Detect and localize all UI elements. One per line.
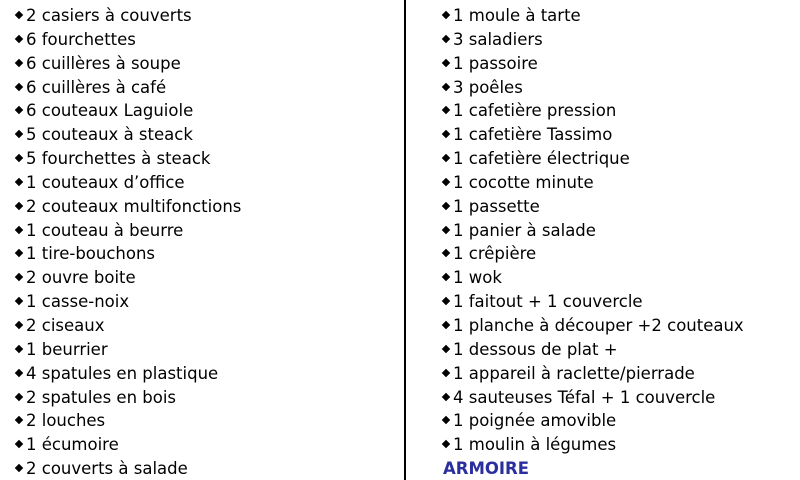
list-item-text: 1 passette xyxy=(453,196,540,216)
list-item-text: 1 couteau à beurre xyxy=(26,220,184,240)
list-item xyxy=(443,242,793,266)
diamond-bullet-icon xyxy=(15,368,23,376)
list-item-text: 2 couverts à salade xyxy=(26,459,188,479)
list-item xyxy=(443,171,793,195)
list-item xyxy=(16,123,396,147)
list-item xyxy=(16,99,396,123)
diamond-bullet-icon xyxy=(442,106,450,114)
list-item xyxy=(16,386,396,410)
list-item xyxy=(443,290,793,314)
list-item xyxy=(443,433,793,457)
list-item-text: 1 casse-noix xyxy=(26,292,130,312)
diamond-bullet-icon xyxy=(442,440,450,448)
list-item xyxy=(443,219,793,243)
list-item-text: 6 cuillères à soupe xyxy=(26,53,181,73)
diamond-bullet-icon xyxy=(442,154,450,162)
list-item-text: 1 poignée amovible xyxy=(453,411,617,431)
list-item-text: 1 moulin à légumes xyxy=(453,435,617,455)
diamond-bullet-icon xyxy=(442,273,450,281)
right-item-list xyxy=(443,4,793,480)
list-item-text: 6 fourchettes xyxy=(26,29,136,49)
diamond-bullet-icon xyxy=(15,58,23,66)
diamond-bullet-icon xyxy=(15,35,23,43)
diamond-bullet-icon xyxy=(15,154,23,162)
list-item xyxy=(16,171,396,195)
list-item-text: 1 crêpière xyxy=(453,244,537,264)
list-item-text: 6 cuillères à café xyxy=(26,77,167,97)
list-item-text: 1 dessous de plat + xyxy=(453,339,618,359)
list-item xyxy=(16,314,396,338)
diamond-bullet-icon xyxy=(442,368,450,376)
list-item-text: 1 couteaux d’office xyxy=(26,172,185,192)
list-item xyxy=(443,28,793,52)
list-item-text: 3 saladiers xyxy=(453,29,543,49)
list-item xyxy=(16,195,396,219)
list-item-text: 1 cafetière Tassimo xyxy=(453,125,613,145)
list-item xyxy=(443,362,793,386)
diamond-bullet-icon xyxy=(15,273,23,281)
list-item-text: 1 cafetière électrique xyxy=(453,149,630,169)
list-item xyxy=(443,99,793,123)
diamond-bullet-icon xyxy=(15,225,23,233)
list-item-text: 2 ouvre boite xyxy=(26,268,136,288)
list-item-text: 2 casiers à couverts xyxy=(26,6,192,25)
diamond-bullet-icon xyxy=(442,11,450,19)
diamond-bullet-icon xyxy=(15,321,23,329)
diamond-bullet-icon xyxy=(442,345,450,353)
list-item-text: 1 cocotte minute xyxy=(453,172,594,192)
list-item xyxy=(16,52,396,76)
list-item-text: 1 cafetière pression xyxy=(453,101,617,121)
diamond-bullet-icon xyxy=(442,297,450,305)
diamond-bullet-icon xyxy=(442,321,450,329)
diamond-bullet-icon xyxy=(442,82,450,90)
list-item xyxy=(16,409,396,433)
diamond-bullet-icon xyxy=(442,249,450,257)
diamond-bullet-icon xyxy=(442,225,450,233)
list-item-text: 1 moule à tarte xyxy=(453,6,581,25)
diamond-bullet-icon xyxy=(442,178,450,186)
diamond-bullet-icon xyxy=(442,130,450,138)
list-item-text: 4 spatules en plastique xyxy=(26,363,219,383)
diamond-bullet-icon xyxy=(15,297,23,305)
list-item xyxy=(16,266,396,290)
list-item xyxy=(443,386,793,410)
list-item xyxy=(443,314,793,338)
list-item xyxy=(443,409,793,433)
list-item-text: 6 couteaux Laguiole xyxy=(26,101,194,121)
list-item xyxy=(16,147,396,171)
list-item-text: 1 planche à découper +2 couteaux xyxy=(453,315,744,335)
list-item-text: 3 poêles xyxy=(453,77,523,97)
diamond-bullet-icon xyxy=(15,440,23,448)
diamond-bullet-icon xyxy=(442,58,450,66)
section-heading-armoire: ARMOIRE xyxy=(443,459,530,479)
list-item xyxy=(16,362,396,386)
list-item-text: 1 faitout + 1 couvercle xyxy=(453,292,643,312)
diamond-bullet-icon xyxy=(15,106,23,114)
diamond-bullet-icon xyxy=(442,416,450,424)
list-item xyxy=(16,338,396,362)
diamond-bullet-icon xyxy=(442,202,450,210)
list-item xyxy=(443,52,793,76)
list-item xyxy=(443,195,793,219)
list-item-text: 2 couteaux multifonctions xyxy=(26,196,242,216)
list-item xyxy=(443,147,793,171)
diamond-bullet-icon xyxy=(15,130,23,138)
list-item-text: 2 louches xyxy=(26,411,106,431)
diamond-bullet-icon xyxy=(15,464,23,472)
list-item-text: 2 ciseaux xyxy=(26,315,105,335)
list-item xyxy=(16,242,396,266)
list-item xyxy=(16,76,396,100)
list-item-text: 2 spatules en bois xyxy=(26,387,177,407)
list-item-text: 1 panier à salade xyxy=(453,220,596,240)
column-divider xyxy=(404,0,406,480)
diamond-bullet-icon xyxy=(15,249,23,257)
diamond-bullet-icon xyxy=(15,202,23,210)
list-item-text: 5 fourchettes à steack xyxy=(26,149,211,169)
diamond-bullet-icon xyxy=(442,35,450,43)
list-item-text: 1 appareil à raclette/pierrade xyxy=(453,363,695,383)
list-item xyxy=(443,338,793,362)
list-item-text: 4 sauteuses Téfal + 1 couvercle xyxy=(453,387,716,407)
list-item-text: 1 beurrier xyxy=(26,339,108,359)
diamond-bullet-icon xyxy=(15,392,23,400)
list-item xyxy=(16,219,396,243)
list-item xyxy=(443,4,793,28)
diamond-bullet-icon xyxy=(15,82,23,90)
diamond-bullet-icon xyxy=(15,11,23,19)
list-item xyxy=(16,433,396,457)
list-item xyxy=(443,266,793,290)
diamond-bullet-icon xyxy=(15,345,23,353)
list-item-text: 1 wok xyxy=(453,268,502,288)
diamond-bullet-icon xyxy=(15,178,23,186)
list-item xyxy=(16,290,396,314)
list-item xyxy=(443,123,793,147)
list-item xyxy=(16,457,396,480)
list-item xyxy=(443,76,793,100)
diamond-bullet-icon xyxy=(442,392,450,400)
diamond-bullet-icon xyxy=(15,416,23,424)
list-item xyxy=(16,4,396,28)
list-item-text: 1 passoire xyxy=(453,53,538,73)
left-item-list xyxy=(16,4,396,480)
list-item-text: 1 tire-bouchons xyxy=(26,244,156,264)
list-item-text: 1 écumoire xyxy=(26,435,119,455)
list-item xyxy=(16,28,396,52)
list-item-text: 5 couteaux à steack xyxy=(26,125,193,145)
